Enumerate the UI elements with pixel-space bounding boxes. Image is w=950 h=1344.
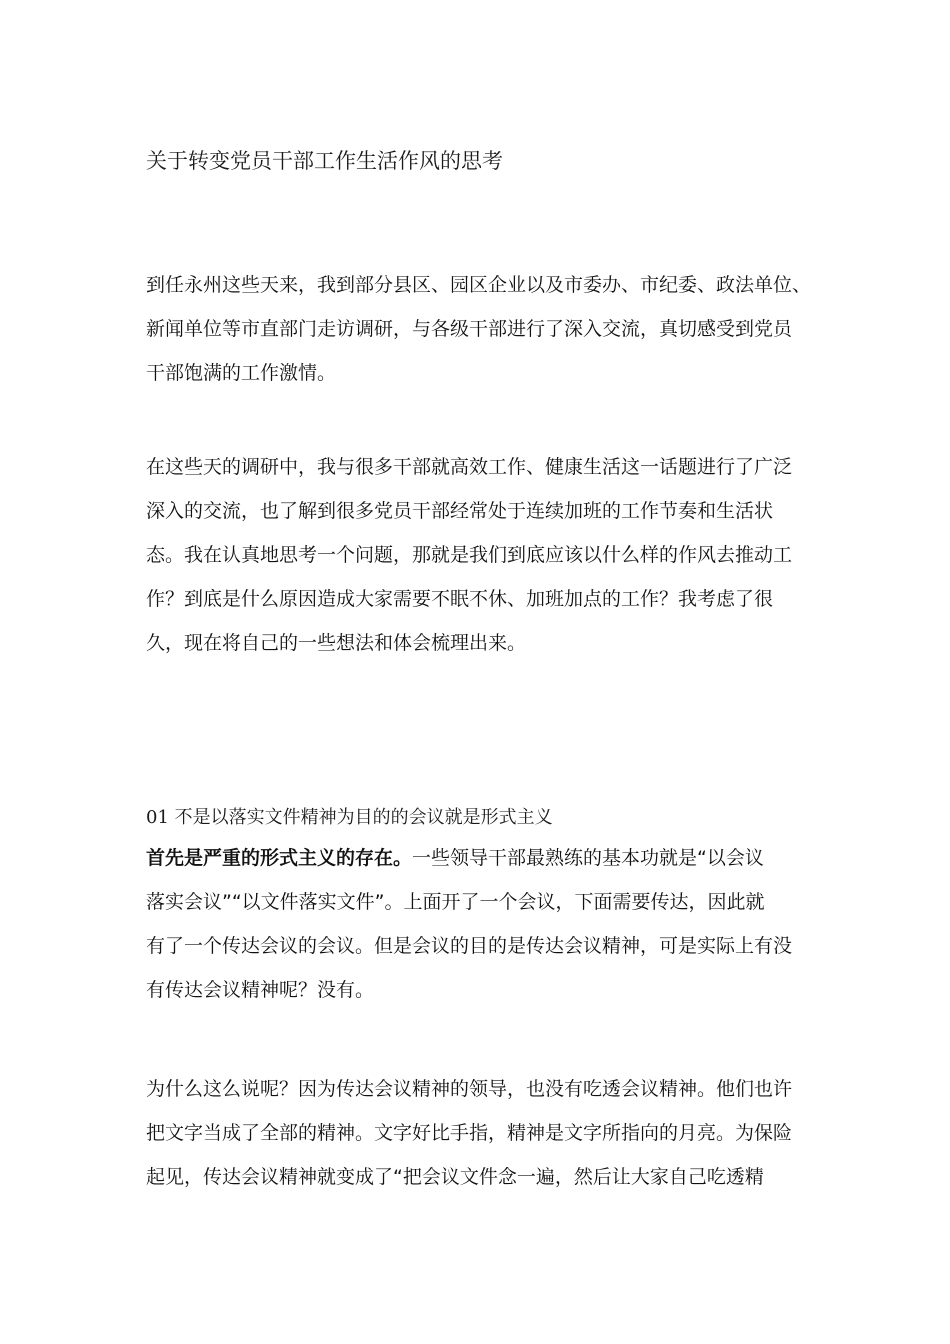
text-line: 为什么这么说呢？因为传达会议精神的领导，也没有吃透会议精神。他们也许 bbox=[146, 1078, 793, 1100]
text-line: 在这些天的调研中，我与很多干部就高效工作、健康生活这一话题进行了广泛 bbox=[146, 456, 793, 478]
text-line: 到任永州这些天来，我到部分县区、园区企业以及市委办、市纪委、政法单位、 bbox=[146, 274, 812, 296]
bold-lead-text: 首先是严重的形式主义的存在。 bbox=[146, 847, 413, 869]
text-fragment: 一些领导干部最熟练的基本功就是“以会议 bbox=[412, 847, 764, 869]
text-line: 深入的交流，也了解到很多党员干部经常处于连续加班的工作节奏和生活状 bbox=[146, 500, 774, 522]
text-line: 起见，传达会议精神就变成了“把会议文件念一遍，然后让大家自己吃透精 bbox=[146, 1166, 764, 1188]
text-line bbox=[146, 836, 818, 880]
document-title: 关于转变党员干部工作生活作风的思考 bbox=[146, 149, 503, 173]
paragraph-research bbox=[146, 445, 818, 665]
section-heading: 01 不是以落实文件精神为目的的会议就是形式主义 bbox=[146, 807, 553, 828]
text-line: 有传达会议精神呢？没有。 bbox=[146, 979, 375, 1001]
text-line: 新闻单位等市直部门走访调研，与各级干部进行了深入交流，真切感受到党员 bbox=[146, 318, 793, 340]
paragraph-intro bbox=[146, 263, 818, 395]
paragraph-formalism bbox=[146, 836, 818, 1012]
text-line: 态。我在认真地思考一个问题，那就是我们到底应该以什么样的作风去推动工 bbox=[146, 544, 793, 566]
text-line: 久，现在将自己的一些想法和体会梳理出来。 bbox=[146, 632, 527, 654]
paragraph-explanation bbox=[146, 1067, 818, 1199]
text-line: 干部饱满的工作激情。 bbox=[146, 362, 337, 384]
text-line: 有了一个传达会议的会议。但是会议的目的是传达会议精神，可是实际上有没 bbox=[146, 935, 793, 957]
text-line: 把文字当成了全部的精神。文字好比手指，精神是文字所指向的月亮。为保险 bbox=[146, 1122, 793, 1144]
text-line: 作？到底是什么原因造成大家需要不眠不休、加班加点的工作？我考虑了很 bbox=[146, 588, 774, 610]
text-line: 落实会议”“以文件落实文件”。上面开了一个会议，下面需要传达，因此就 bbox=[146, 891, 765, 913]
